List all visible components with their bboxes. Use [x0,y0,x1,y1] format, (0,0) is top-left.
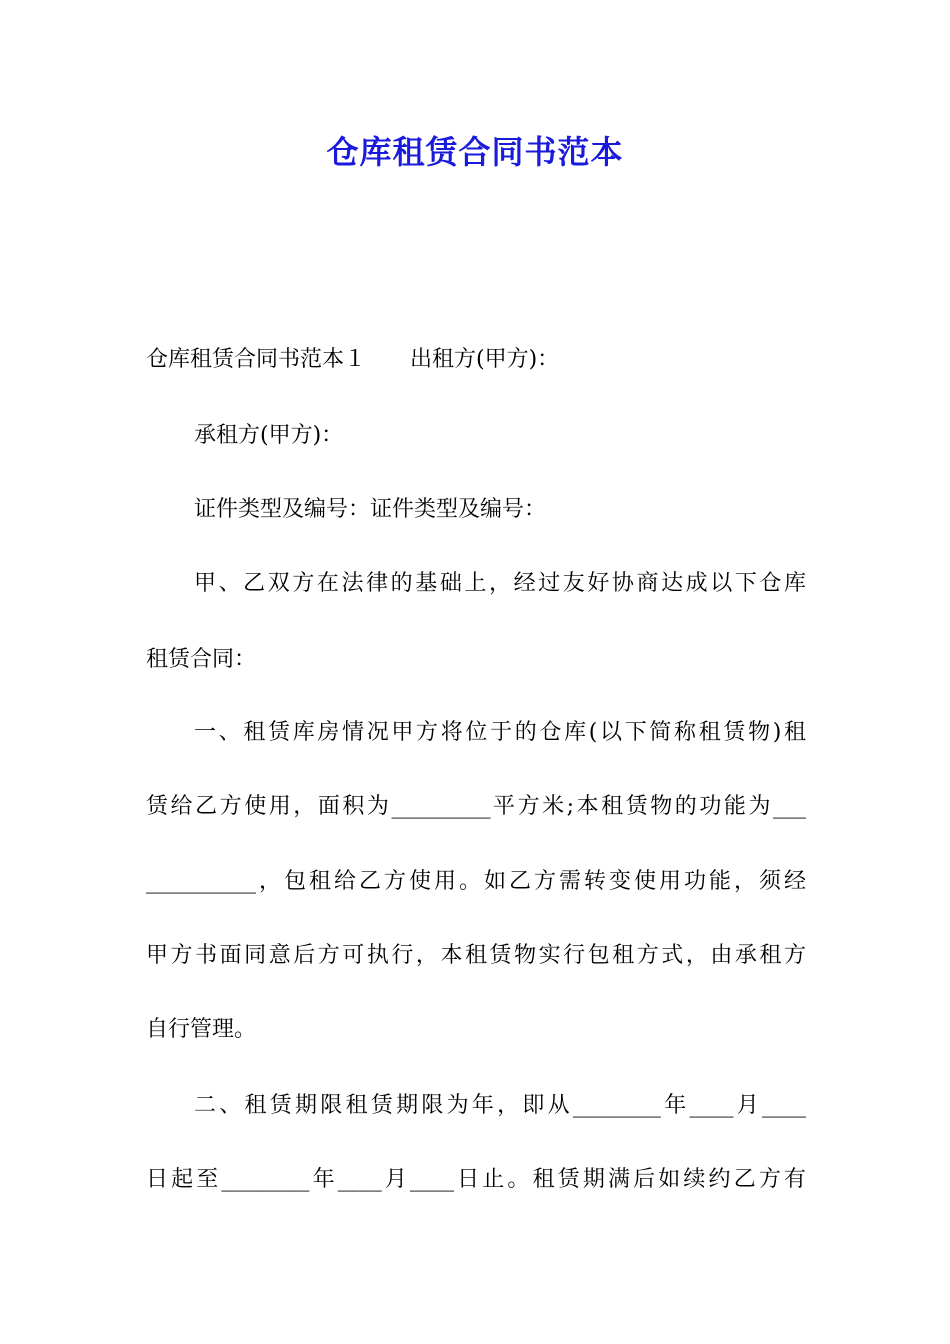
paragraph-line-8: __________，包租给乙方使用。如乙方需转变使用功能，须经 [146,869,806,894]
paragraph-line-12: 日起至________年____月____日止。租赁期满后如续约乙方有 [146,1167,806,1192]
paragraph-line-9: 甲方书面同意后方可执行，本租赁物实行包租方式，由承租方 [146,943,806,968]
document-title: 仓库租赁合同书范本 [326,133,624,171]
paragraph-line-6: 一、租赁库房情况甲方将位于的仓库(以下简称租赁物)租 [194,720,806,745]
paragraph-line-2: 承租方(甲方)： [194,423,344,448]
paragraph-line-7: 赁给乙方使用，面积为_________平方米;本租赁物的功能为___ [146,794,806,819]
paragraph-line-10: 自行管理。 [146,1017,257,1042]
paragraph-line-3: 证件类型及编号：证件类型及编号： [194,497,547,522]
paragraph-line-1: 仓库租赁合同书范本１ 出租方(甲方)： [146,347,560,372]
paragraph-line-5: 租赁合同： [146,647,257,672]
paragraph-line-4: 甲、乙双方在法律的基础上，经过友好协商达成以下仓库 [194,571,806,596]
paragraph-line-11: 二、租赁期限租赁期限为年，即从________年____月____ [194,1093,806,1118]
